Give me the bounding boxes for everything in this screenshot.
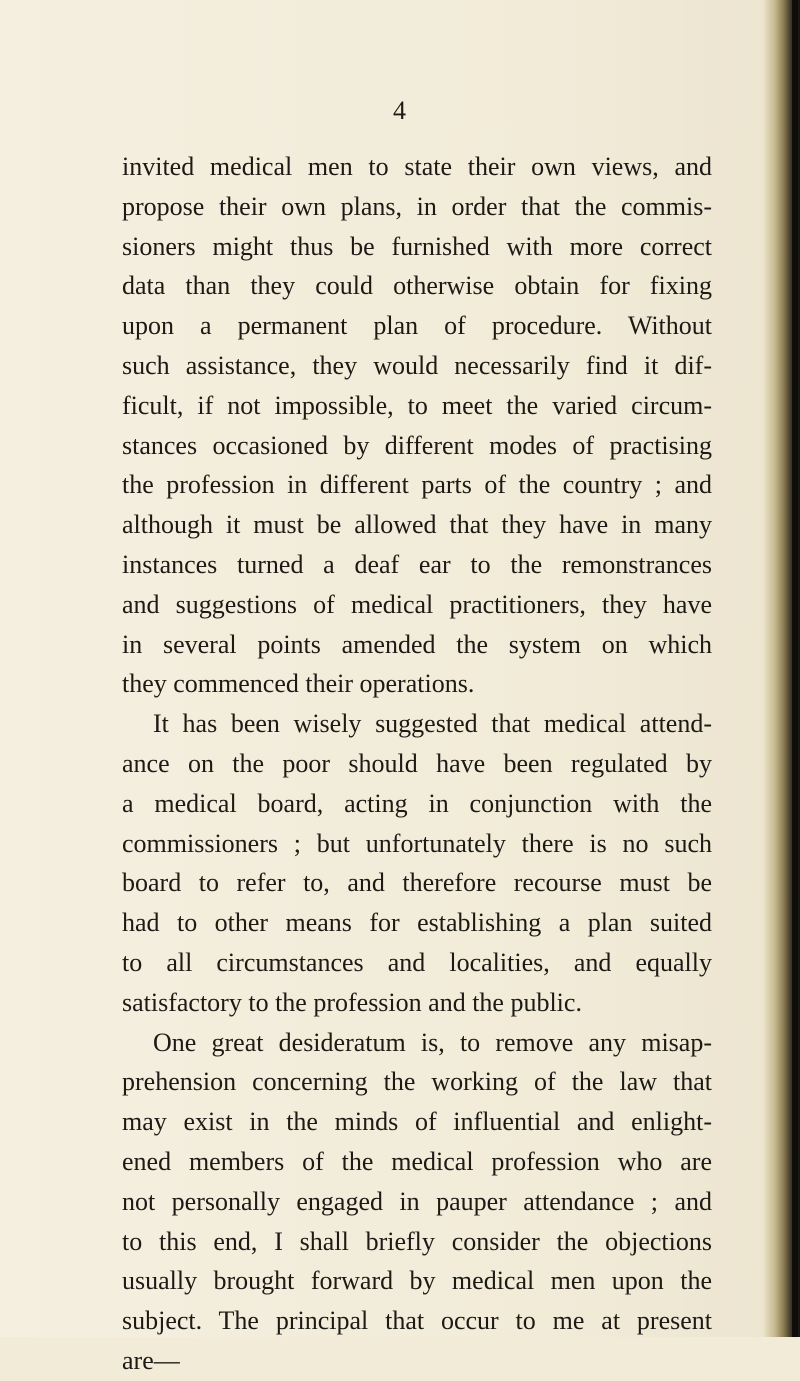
page-number: 4 — [393, 96, 407, 125]
page-shadow-edge — [792, 0, 798, 1337]
text-line: ance on the poor should have been regulated by — [122, 748, 712, 778]
text-line: had to other means for establishing a plan suited — [122, 908, 712, 938]
text-line: to all circumstances and localities, and equally — [122, 947, 712, 977]
text-line: in several points amended the system on which — [122, 629, 712, 659]
text-line: satisfactory to the profession and the public. — [122, 987, 582, 1017]
text-line: commissioners ; but unfortunately there is no such — [122, 828, 712, 858]
text-line: they commenced their operations. — [122, 669, 475, 699]
body-text — [122, 147, 712, 1381]
text-line: upon a permanent plan of procedure. Without — [122, 311, 712, 341]
paragraph-start-line: One great desideratum is, to remove any misap- — [153, 1027, 712, 1057]
text-line: data than they could otherwise obtain for fixing — [122, 271, 712, 301]
text-line: although it must be allowed that they have in many — [122, 510, 712, 540]
text-line: not personally engaged in pauper attendance ; and — [122, 1186, 712, 1216]
text-line: board to refer to, and therefore recourse must be — [122, 868, 712, 898]
text-line: usually brought forward by medical men upon the — [122, 1266, 712, 1296]
text-line: and suggestions of medical practitioners, they have — [122, 589, 712, 619]
text-line: invited medical men to state their own views, and — [122, 152, 712, 181]
text-line: subject. The principal that occur to me at present — [122, 1306, 712, 1336]
text-line: stances occasioned by different modes of practising — [122, 430, 712, 460]
text-line: sioners might thus be furnished with more correct — [122, 231, 712, 261]
text-line: such assistance, they would necessarily find it dif- — [122, 350, 712, 380]
text-line: propose their own plans, in order that the commis- — [122, 191, 712, 221]
text-line: ened members of the medical profession who are — [122, 1146, 712, 1176]
paragraph-start-line: It has been wisely suggested that medical attend- — [153, 709, 712, 739]
text-line: ficult, if not impossible, to meet the varied circum- — [122, 390, 712, 420]
text-line: prehension concerning the working of the law that — [122, 1067, 712, 1097]
text-line: are— — [122, 1345, 180, 1375]
text-line: a medical board, acting in conjunction with the — [122, 788, 712, 818]
text-line: instances turned a deaf ear to the remonstrances — [122, 549, 712, 579]
text-line: may exist in the minds of influential and enlight- — [122, 1107, 712, 1137]
text-line: to this end, I shall briefly consider the objections — [122, 1226, 712, 1256]
text-line: the profession in different parts of the country ; and — [122, 470, 712, 500]
